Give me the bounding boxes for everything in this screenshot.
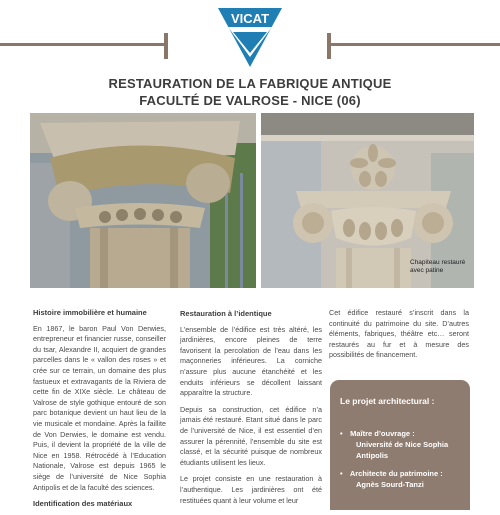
paragraph-conclusion: Cet édifice restauré s’inscrit dans la continuité du patrimoine du site. D’autres éléments, fabriques, théâtre etc… seront restaurés au fur et à mesure des possibilités de financement. — [329, 308, 469, 360]
paragraph-history: En 1867, le baron Paul Von Derwies, entrepreneur et financier russe, conseiller du tsar, Alexandre II, acquiert de grandes parcelles dans le « vallon des roses » et crée sur ce terrain, un domaine des plus fastueux et extravagants de la Riviera de cette fin de XIXe siècle. Le château de Valrose de style gothique entouré de son parc botanique devient un haut lieu de la vie musicale et mondaine. Après la faillite de Von Derwies, le domaine est vendu. Puis, il devient la propriété de la ville de Nice en 1958. Rétrocédé à l’Education Nationale, Valrose est depuis 1965 le siège de l’université de Nice Sophia Antipolis et de la faculté des sciences. — [33, 323, 166, 492]
bullet-icon: • — [340, 429, 343, 438]
heading-history: Histoire immobilière et humaine — [33, 308, 147, 317]
panel-heading: Le projet architectural : — [340, 396, 435, 406]
panel-item-architect — [340, 468, 460, 490]
paragraph-restoration-1: L’ensemble de l’édifice est très altéré, les jardinières, encore pleines de terre favorisent la percolation de l’eau dans les maçonneries inférieures. La corniche n’assure plus aucune étanchéité et les enduits inférieurs se décollent laissant apparaître la structure. — [180, 324, 322, 398]
bullet-icon: • — [340, 469, 343, 478]
header-rule-left-tick — [164, 33, 168, 59]
column-restoration — [180, 309, 322, 512]
page-title-line1: RESTAURATION DE LA FABRIQUE ANTIQUE — [108, 76, 392, 91]
panel-item-value: Université de Nice Sophia Antipolis — [356, 440, 449, 460]
panel-item-label: Maître d’ouvrage : — [350, 429, 415, 438]
paragraph-restoration-3: Le projet consiste en une restauration à l’authentique. Les jardinières ont été restituées quant à leur volume et leur — [180, 474, 322, 505]
header-rule-right-tick — [327, 33, 331, 59]
heading-restoration: Restauration à l’identique — [180, 309, 272, 318]
vicat-logo — [216, 5, 284, 69]
page-title-line2: FACULTÉ DE VALROSE - NICE (06) — [139, 93, 361, 108]
panel-item-label: Architecte du patrimoine : — [349, 469, 443, 478]
paragraph-restoration-2: Depuis sa construction, cet édifice n’a jamais été restauré. Etant situé dans le parc de l’université de Nice, il est essentiel d’en assurer la pérennité, l’ensemble du site est classé, et la sécurité puisque de nombreux étudiants utilisent les lieux. — [180, 404, 322, 467]
photo-caption: Chapiteau restauré avec patine — [410, 259, 466, 274]
photo-weathered-capital — [30, 113, 256, 288]
heading-materials: Identification des matériaux — [33, 499, 133, 509]
column-history — [33, 308, 166, 515]
panel-item-owner — [340, 428, 460, 461]
header-rule-left — [0, 43, 168, 46]
logo-wordmark: VICAT — [230, 11, 270, 26]
panel-item-value: Agnès Sourd-Tanzi — [356, 480, 424, 489]
column-conclusion — [329, 308, 469, 367]
project-panel — [330, 380, 470, 510]
header-rule-right — [330, 43, 500, 46]
